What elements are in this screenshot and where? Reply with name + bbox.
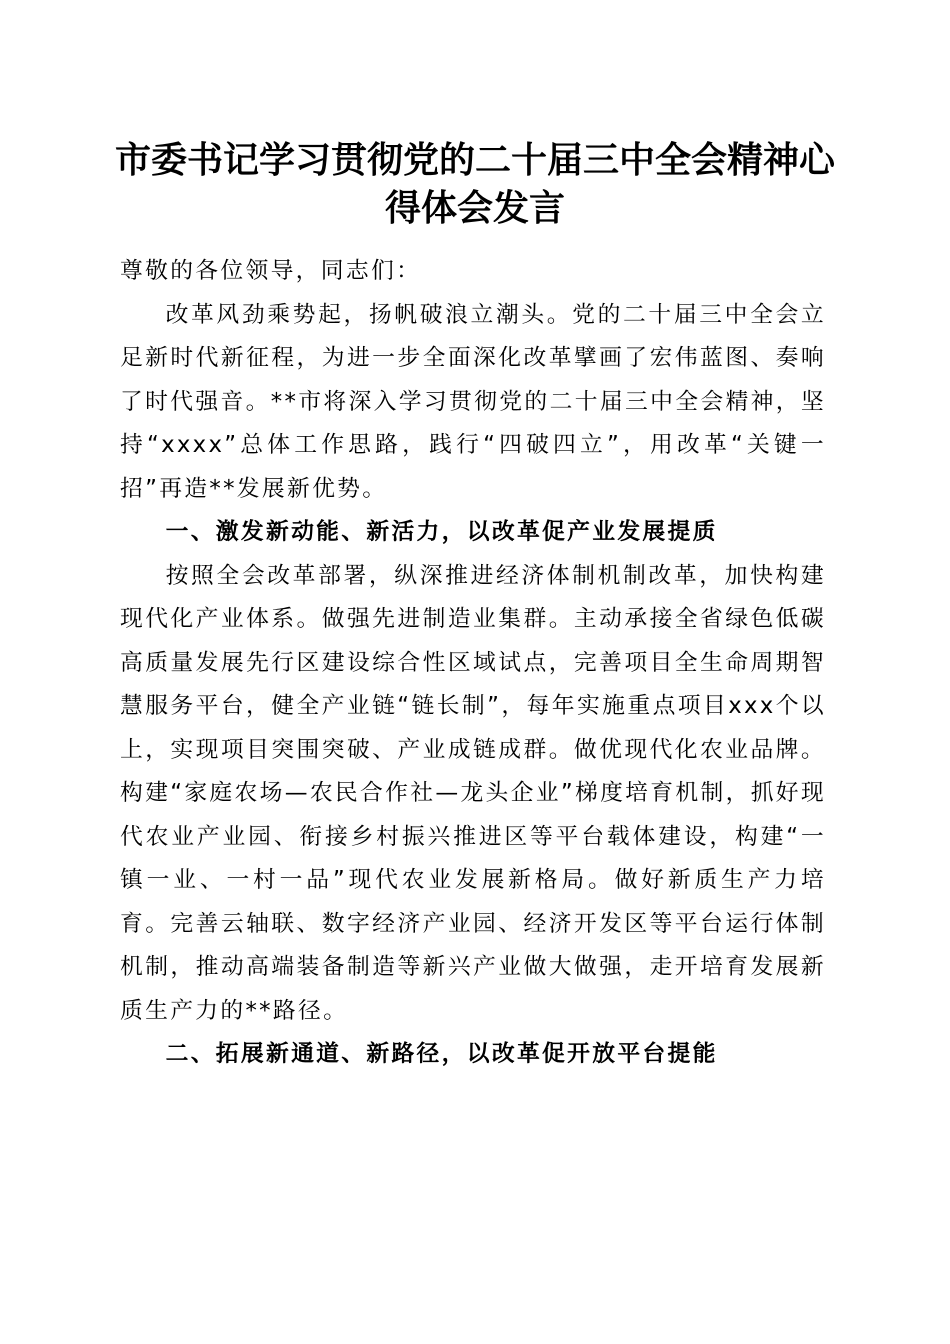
section-1-heading: 一、激发新动能、新活力，以改革促产业发展提质 (165, 519, 718, 545)
section-1-paragraph: 按照全会改革部署，纵深推进经济体制机制改革，加快构建现代化产业体系。做强先进制造业集群。主动承接全省绿色低碳高质量发展先行区建设综合性区域试点，完善项目全生命周期智慧服务平台，健全产业链“链长制”，每年实施重点项目xxx个以上，实现项目突围突破、产业成链成群。做优现代化农业品牌。构建“家庭农场—农民合作社—龙头企业”梯度培育机制，抓好现代农业产业园、衔接乡村振兴推进区等平台载体建设，构建“一镇一业、一村一品”现代农业发展新格局。做好新质生产力培育。完善云轴联、数字经济产业园、经济开发区等平台运行体制机制，推动高端装备制造等新兴产业做大做强，走开培育发展新质生产力的**路径。 (120, 562, 826, 1024)
document-title: 市委书记学习贯彻党的二十届三中全会精神心得体会发言 (114, 139, 835, 229)
document-body (120, 250, 826, 1077)
section-2-heading: 二、拓展新通道、新路径，以改革促开放平台提能 (165, 1041, 718, 1067)
intro-paragraph: 改革风劲乘势起，扬帆破浪立潮头。党的二十届三中全会立足新时代新征程，为进一步全面深化改革擘画了宏伟蓝图、奏响了时代强音。**市将深入学习贯彻党的二十届三中全会精神，坚持“xxxx”总体工作思路，践行“四破四立”，用改革“关键一招”再造**发展新优势。 (120, 301, 826, 502)
salutation: 尊敬的各位领导，同志们： (120, 258, 422, 284)
